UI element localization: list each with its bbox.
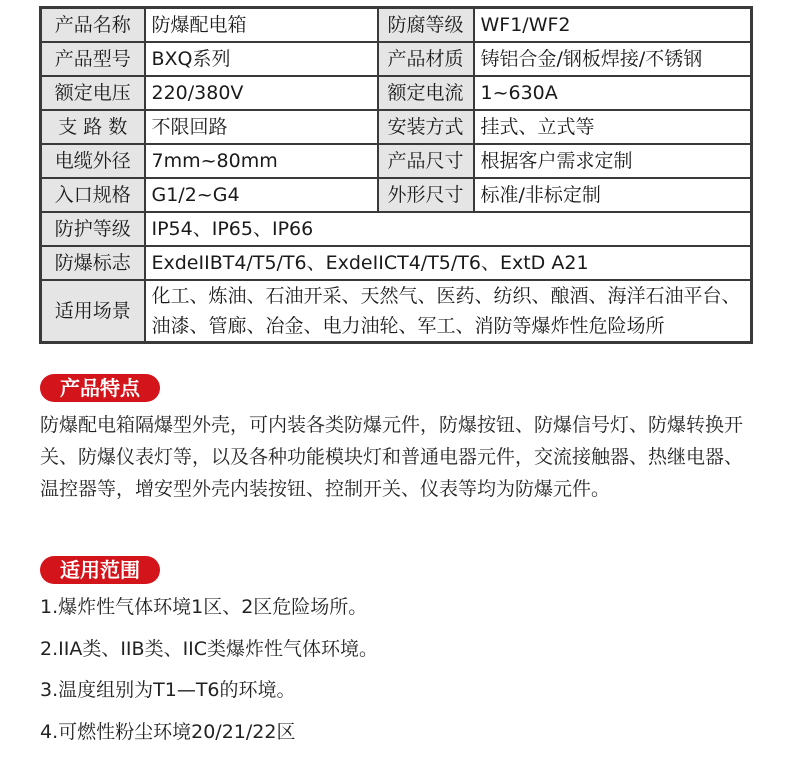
spec-label: 防腐等级 — [378, 8, 474, 43]
spec-label: 产品材质 — [378, 42, 474, 76]
spec-row-model — [41, 42, 752, 76]
scope-item: 4.可燃性粉尘环境20/21/22区 — [40, 721, 296, 743]
spec-label: 外形尺寸 — [378, 178, 474, 212]
spec-row-name — [41, 8, 752, 43]
scope-item: 2.IIA类、IIB类、IIC类爆炸性气体环境。 — [40, 638, 379, 660]
scope-item: 1.爆炸性气体环境1区、2区危险场所。 — [40, 596, 368, 618]
spec-value: 挂式、立式等 — [474, 110, 752, 144]
spec-row-inlet — [41, 178, 752, 212]
spec-label: 额定电压 — [41, 76, 145, 110]
spec-label: 安装方式 — [378, 110, 474, 144]
spec-label: 支 路 数 — [41, 110, 145, 144]
spec-row-protection — [41, 212, 752, 246]
spec-label: 防爆标志 — [41, 246, 145, 280]
spec-value: 1~630A — [474, 76, 752, 110]
spec-value: 铸铝合金/钢板焊接/不锈钢 — [474, 42, 752, 76]
spec-label: 产品名称 — [41, 8, 145, 43]
spec-value: 7mm~80mm — [145, 144, 378, 178]
spec-table — [39, 6, 753, 344]
spec-row-voltage — [41, 76, 752, 110]
features-text: 防爆配电箱隔爆型外壳，可内装各类防爆元件，防爆按钮、防爆信号灯、防爆转换开关、防爆仪表灯等，以及各种功能模块灯和普通电器元件，交流接触器、热继电器、温控器等，增安型外壳内装按钮、控制开关、仪表等均为防爆元件。 — [40, 414, 744, 500]
spec-row-cable — [41, 144, 752, 178]
spec-label: 产品型号 — [41, 42, 145, 76]
spec-label: 电缆外径 — [41, 144, 145, 178]
spec-value: IP54、IP65、IP66 — [145, 212, 752, 246]
spec-value: 220/380V — [145, 76, 378, 110]
spec-label: 适用场景 — [41, 280, 145, 343]
spec-value: ExdeIIBT4/T5/T6、ExdeIICT4/T5/T6、ExtD A21 — [145, 246, 752, 280]
spec-label: 额定电流 — [378, 76, 474, 110]
spec-label: 产品尺寸 — [378, 144, 474, 178]
spec-value: 化工、炼油、石油开采、天然气、医药、纺织、酿酒、海洋石油平台、油漆、管廊、冶金、电力油轮、军工、消防等爆炸性危险场所 — [145, 280, 752, 343]
spec-value: BXQ系列 — [145, 42, 378, 76]
spec-value: WF1/WF2 — [474, 8, 752, 43]
spec-value: 防爆配电箱 — [145, 8, 378, 43]
features-heading: 产品特点 — [40, 374, 160, 402]
spec-label: 入口规格 — [41, 178, 145, 212]
scope-heading: 适用范围 — [40, 556, 160, 584]
scope-item: 3.温度组别为T1—T6的环境。 — [40, 679, 296, 701]
spec-label: 防护等级 — [41, 212, 145, 246]
spec-row-branches — [41, 110, 752, 144]
spec-value: 根据客户需求定制 — [474, 144, 752, 178]
spec-row-scenes — [41, 280, 752, 343]
spec-value: 标准/非标定制 — [474, 178, 752, 212]
spec-row-explosion-mark — [41, 246, 752, 280]
spec-value: G1/2~G4 — [145, 178, 378, 212]
spec-value: 不限回路 — [145, 110, 378, 144]
